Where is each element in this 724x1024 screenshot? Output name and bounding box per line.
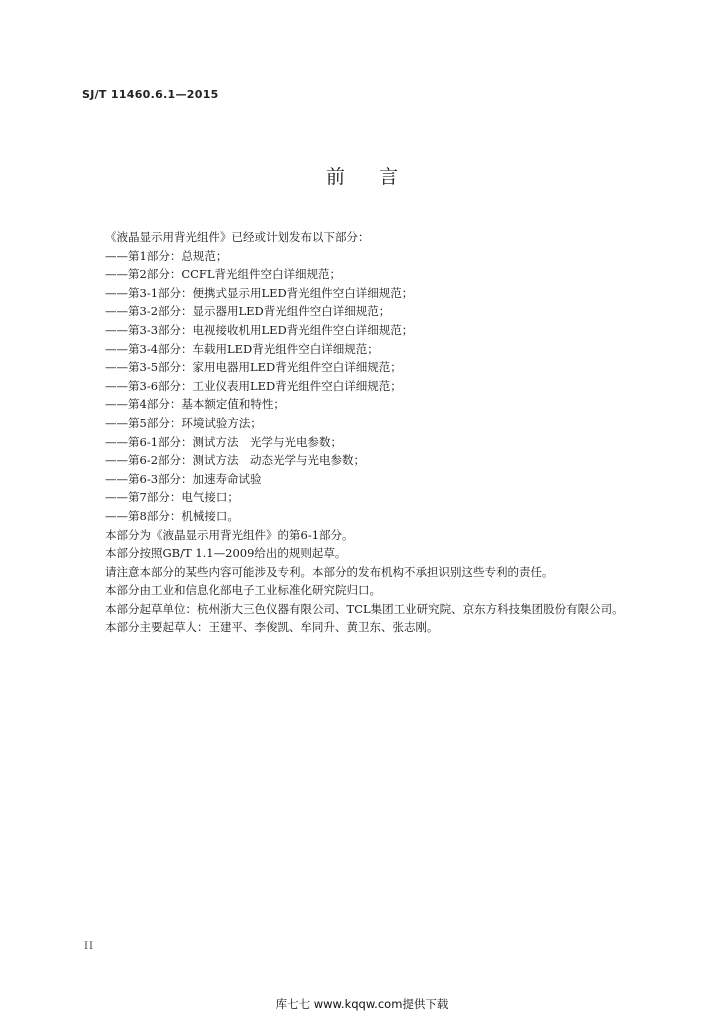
- part-item-2: ——第2部分：CCFL背光组件空白详细规范；: [105, 267, 342, 282]
- part-item-3-4: ——第3-4部分：车载用LED背光组件空白详细规范；: [105, 341, 379, 356]
- foreword-body: [82, 228, 648, 637]
- paragraph-drafting-rules: 本部分按照GB/T 1.1—2009给出的规则起草。: [105, 546, 347, 561]
- part-item-4: ——第4部分：基本额定值和特性；: [105, 397, 285, 412]
- page-number: II: [84, 941, 94, 952]
- part-item-6-3: ——第6-3部分：加速寿命试验: [105, 471, 262, 486]
- part-item-1: ——第1部分：总规范；: [105, 248, 228, 263]
- paragraph-responsible-body: 本部分由工业和信息化部电子工业标准化研究院归口。: [105, 583, 381, 598]
- part-item-3-6: ——第3-6部分：工业仪表用LED背光组件空白详细规范；: [105, 378, 402, 393]
- part-item-8: ——第8部分：机械接口。: [105, 508, 239, 523]
- paragraph-drafters: 本部分主要起草人：王建平、李俊凯、牟同升、黄卫东、张志刚。: [105, 620, 439, 635]
- page-title: 前言: [325, 166, 432, 188]
- part-item-5: ——第5部分：环境试验方法；: [105, 415, 262, 430]
- part-item-6-1: ——第6-1部分：测试方法 光学与光电参数；: [105, 434, 343, 449]
- download-footer: 库七七 www.kqqw.com提供下载: [275, 997, 449, 1011]
- paragraph-patent-notice: 请注意本部分的某些内容可能涉及专利。本部分的发布机构不承担识别这些专利的责任。: [105, 564, 554, 579]
- part-item-7: ——第7部分：电气接口；: [105, 490, 239, 505]
- paragraph-part-statement: 本部分为《液晶显示用背光组件》的第6-1部分。: [105, 527, 354, 542]
- part-item-3-1: ——第3-1部分：便携式显示用LED背光组件空白详细规范；: [105, 285, 414, 300]
- part-item-3-5: ——第3-5部分：家用电器用LED背光组件空白详细规范；: [105, 360, 402, 375]
- standard-code: SJ/T 11460.6.1—2015: [82, 88, 219, 101]
- part-item-3-2: ——第3-2部分：显示器用LED背光组件空白详细规范；: [105, 304, 391, 319]
- part-item-3-3: ——第3-3部分：电视接收机用LED背光组件空白详细规范；: [105, 322, 414, 337]
- paragraph-drafting-units: 本部分起草单位：杭州浙大三色仪器有限公司、TCL集团工业研究院、京东方科技集团股份有限公司。: [105, 601, 624, 616]
- intro-line: 《液晶显示用背光组件》已经或计划发布以下部分：: [105, 230, 370, 244]
- part-item-6-2: ——第6-2部分：测试方法 动态光学与光电参数；: [105, 453, 366, 468]
